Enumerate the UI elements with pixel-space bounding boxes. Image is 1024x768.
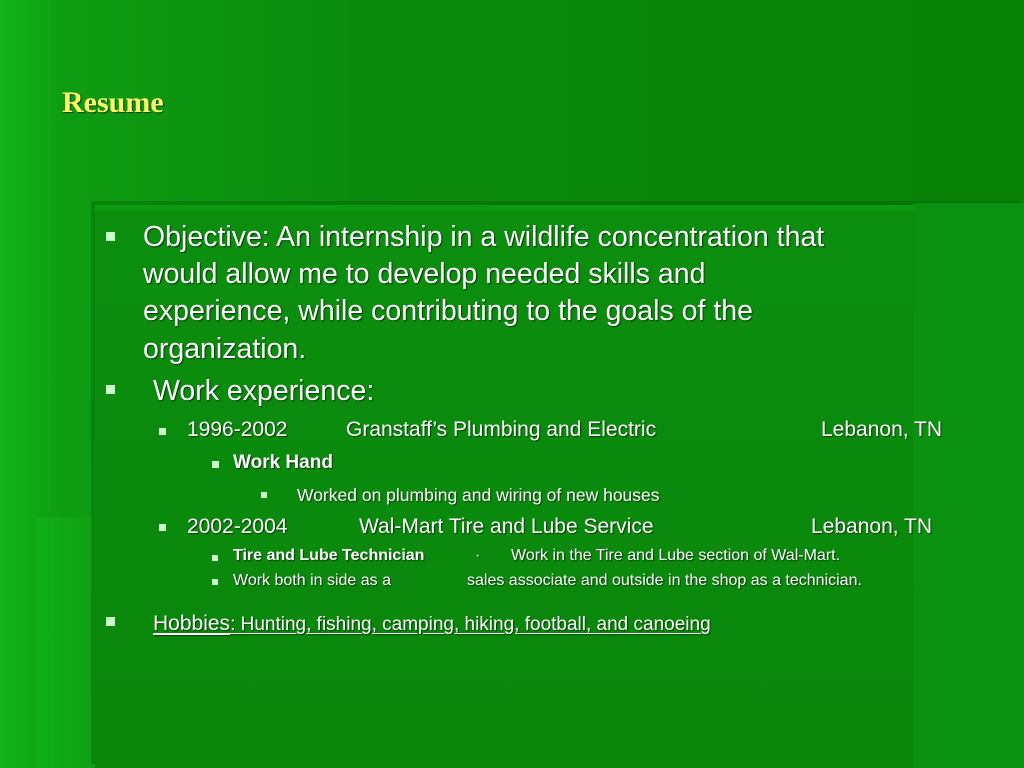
square-bullet-icon	[106, 385, 115, 394]
job-1-employer: Granstaff’s Plumbing and Electric	[346, 418, 657, 441]
hobbies-line	[153, 612, 711, 636]
job-1-duty: Worked on plumbing and wiring of new houses	[297, 485, 660, 505]
job-2-detail-part-2: sales associate and outside in the shop as a technician.	[467, 572, 862, 589]
square-bullet-icon	[106, 232, 115, 241]
work-experience-heading: Work experience:	[153, 375, 375, 407]
objective-line-4: organization.	[143, 333, 307, 365]
job-1-years: 1996-2002	[187, 418, 288, 441]
hobbies-label: Hobbies	[153, 612, 231, 635]
job-2-years: 2002-2004	[187, 515, 288, 538]
job-2-location: Lebanon, TN	[811, 515, 933, 538]
job-2-role-separator: ·	[475, 547, 481, 564]
square-bullet-icon	[261, 492, 267, 498]
objective-line-1: Objective: An internship in a wildlife concentration that	[143, 221, 825, 253]
square-bullet-icon	[212, 579, 218, 585]
job-1-location: Lebanon, TN	[821, 418, 943, 441]
slide-title: Resume	[62, 86, 164, 119]
square-bullet-icon	[106, 617, 115, 626]
objective-line-3: experience, while contributing to the goals of the	[143, 295, 753, 327]
job-2-role: Tire and Lube Technician	[233, 547, 425, 564]
job-1-role: Work Hand	[233, 452, 333, 473]
job-2-employer: Wal-Mart Tire and Lube Service	[359, 515, 654, 538]
square-bullet-icon	[159, 524, 166, 531]
square-bullet-icon	[212, 555, 218, 561]
square-bullet-icon	[212, 461, 219, 468]
job-2-detail-part-1: Work both in side as a	[233, 572, 392, 589]
square-bullet-icon	[159, 428, 166, 435]
job-2-role-detail: Work in the Tire and Lube section of Wal-Mart.	[511, 547, 841, 564]
hobbies-text: : Hunting, fishing, camping, hiking, football, and canoeing	[230, 614, 711, 635]
objective-line-2: would allow me to develop needed skills and	[143, 258, 706, 290]
